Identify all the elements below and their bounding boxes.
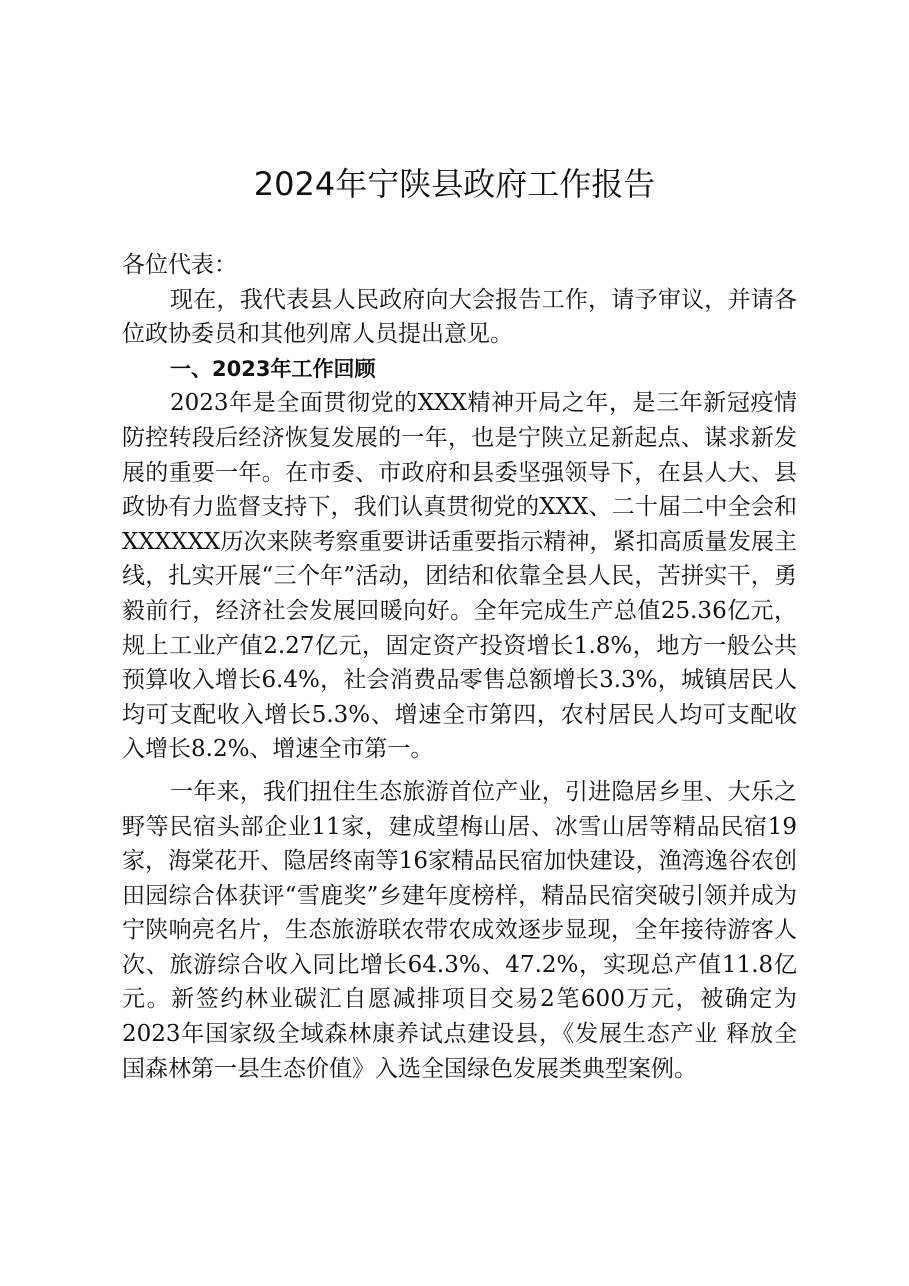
section-heading: 一、2023年工作回顾 <box>170 356 376 381</box>
body-paragraph-2: 一年来，我们扭住生态旅游首位产业，引进隐居乡里、大乐之野等民宿头部企业11家，建成望梅山居、冰雪山居等精品民宿19家，海棠花开、隐居终南等16家精品民宿加快建设，渔湾逸谷农创田园综合体获评“雪鹿奖”乡建年度榜样，精品民宿突破引领并成为宁陕响亮名片，生态旅游联农带农成效逐步显现，全年接待游客人次、旅游综合收入同比增长64.3%、47.2%，实现总产值11.8亿元。新签约林业碳汇自愿减排项目交易2笔600万元，被确定为2023年国家级全域森林康养试点建设县，《发展生态产业 释放全国森林第一县生态价值》入选全国绿色发展类典型案例。 <box>122 778 797 1082</box>
body-paragraph-1: 2023年是全面贯彻党的XXX精神开局之年，是三年新冠疫情防控转段后经济恢复发展的一年，也是宁陕立足新起点、谋求新发展的重要一年。在市委、市政府和县委坚强领导下，在县人大、县政协有力监督支持下，我们认真贯彻党的XXX、二十届二中全会和XXXXXX历次来陕考察重要讲话重要指示精神，紧扣高质量发展主线，扎实开展“三个年”活动，团结和依靠全县人民，苦拼实干，勇毅前行，经济社会发展回暖向好。全年完成生产总值25.36亿元，规上工业产值2.27亿元，固定资产投资增长1.8%，地方一般公共预算收入增长6.4%，社会消费品零售总额增长3.3%，城镇居民人均可支配收入增长5.3%、增速全市第四，农村居民人均可支配收入增长8.2%、增速全市第一。 <box>122 390 797 763</box>
document-body <box>122 248 797 1086</box>
intro-paragraph: 现在，我代表县人民政府向大会报告工作，请予审议，并请各位政协委员和其他列席人员提出意见。 <box>122 286 797 348</box>
salutation: 各位代表： <box>122 252 237 278</box>
document-title: 2024年宁陕县政府工作报告 <box>253 165 656 203</box>
